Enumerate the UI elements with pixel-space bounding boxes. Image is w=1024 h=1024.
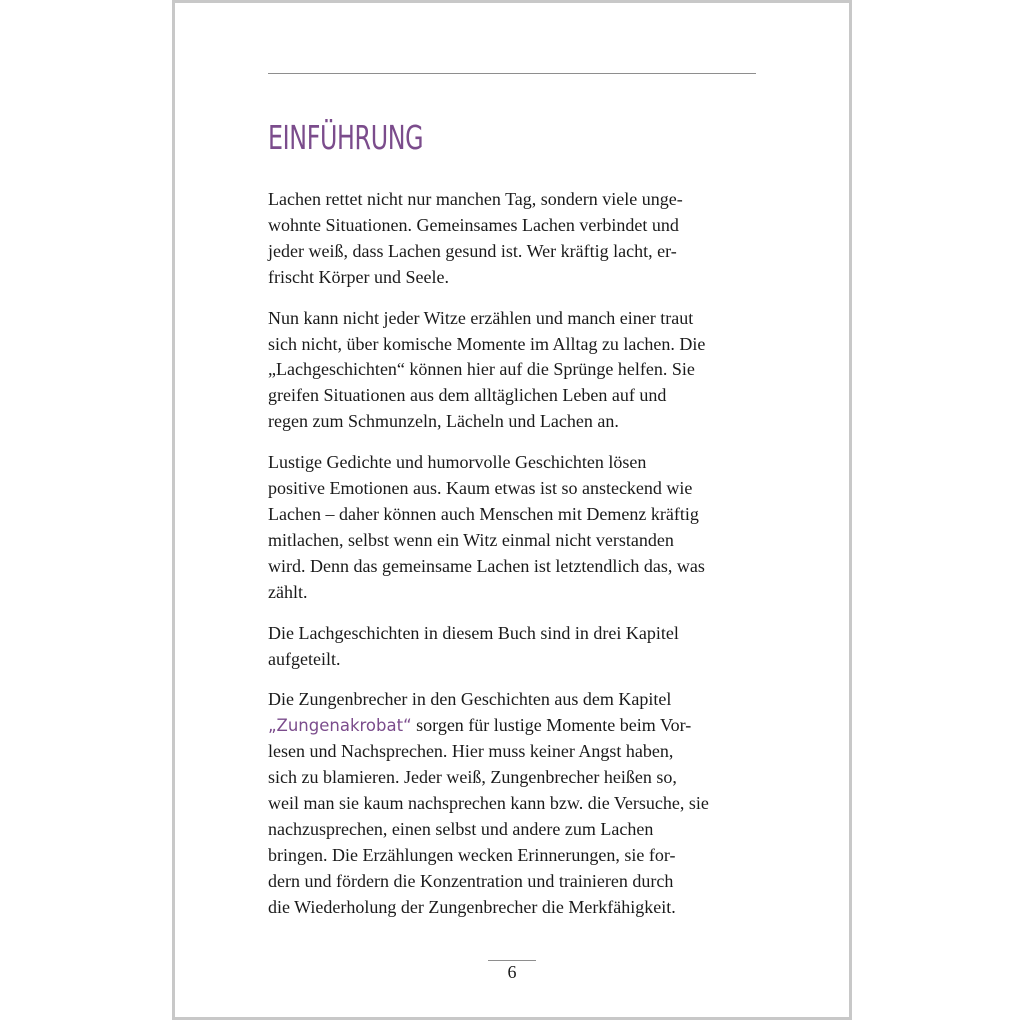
top-rule (268, 73, 756, 74)
text-line: mitlachen, selbst wenn ein Witz einmal nicht verstanden (268, 529, 674, 550)
text-line: jeder weiß, dass Lachen gesund ist. Wer kräftig lacht, er- (268, 240, 677, 261)
text-line: Die Zungenbrecher in den Geschichten aus dem Kapitel (268, 689, 672, 710)
text-line: sich nicht, über komische Momente im Alltag zu lachen. Die (268, 333, 706, 354)
paragraph-5 (268, 687, 768, 920)
text-line: nachzusprechen, einen selbst und andere zum Lachen (268, 818, 654, 839)
text-line: wohnte Situationen. Gemeinsames Lachen verbindet und (268, 214, 679, 235)
text-line: Nun kann nicht jeder Witze erzählen und manch einer traut (268, 307, 694, 328)
text-line: weil man sie kaum nachsprechen kann bzw. die Versuche, sie (268, 793, 709, 814)
text-line: greifen Situationen aus dem alltäglichen Leben auf und (268, 385, 667, 406)
text-line-rest: sorgen für lustige Momente beim Vor- (411, 715, 692, 736)
text-line: die Wiederholung der Zungenbrecher die Merkfähigkeit. (268, 896, 676, 917)
text-line: wird. Denn das gemeinsame Lachen ist letztendlich das, was (268, 555, 705, 576)
text-line: positive Emotionen aus. Kaum etwas ist so ansteckend wie (268, 478, 693, 499)
text-line: regen zum Schmunzeln, Lächeln und Lachen an. (268, 411, 619, 432)
text-line: lesen und Nachsprechen. Hier muss keiner Angst haben, (268, 741, 674, 762)
text-line: „Lachgeschichten“ können hier auf die Sprünge helfen. Sie (268, 359, 695, 380)
text-line: Die Lachgeschichten in diesem Buch sind in drei Kapitel (268, 622, 679, 643)
text-line: Lachen rettet nicht nur manchen Tag, sondern viele unge- (268, 189, 683, 209)
paragraph-3 (268, 450, 768, 605)
text-line: Lachen – daher können auch Menschen mit Demenz kräftig (268, 503, 699, 524)
page-number: 6 (507, 962, 517, 982)
text-line (268, 713, 768, 739)
text-line: sich zu blamieren. Jeder weiß, Zungenbrecher heißen so, (268, 767, 677, 788)
text-line: frischt Körper und Seele. (268, 266, 449, 287)
body-text (268, 187, 768, 936)
text-line: Lustige Gedichte und humorvolle Geschichten lösen (268, 452, 647, 473)
text-line: dern und fördern die Konzentration und trainieren durch (268, 870, 674, 891)
text-line: aufgeteilt. (268, 648, 341, 669)
paragraph-2 (268, 306, 768, 436)
chapter-reference: „Zungenakrobat“ (268, 716, 412, 736)
footer-rule (488, 960, 536, 961)
text-line: zählt. (268, 581, 308, 602)
chapter-heading: EINFÜHRUNG (268, 118, 424, 157)
text-line: bringen. Die Erzählungen wecken Erinnerungen, sie for- (268, 844, 676, 865)
paragraph-1 (268, 187, 768, 291)
paragraph-4 (268, 621, 768, 673)
